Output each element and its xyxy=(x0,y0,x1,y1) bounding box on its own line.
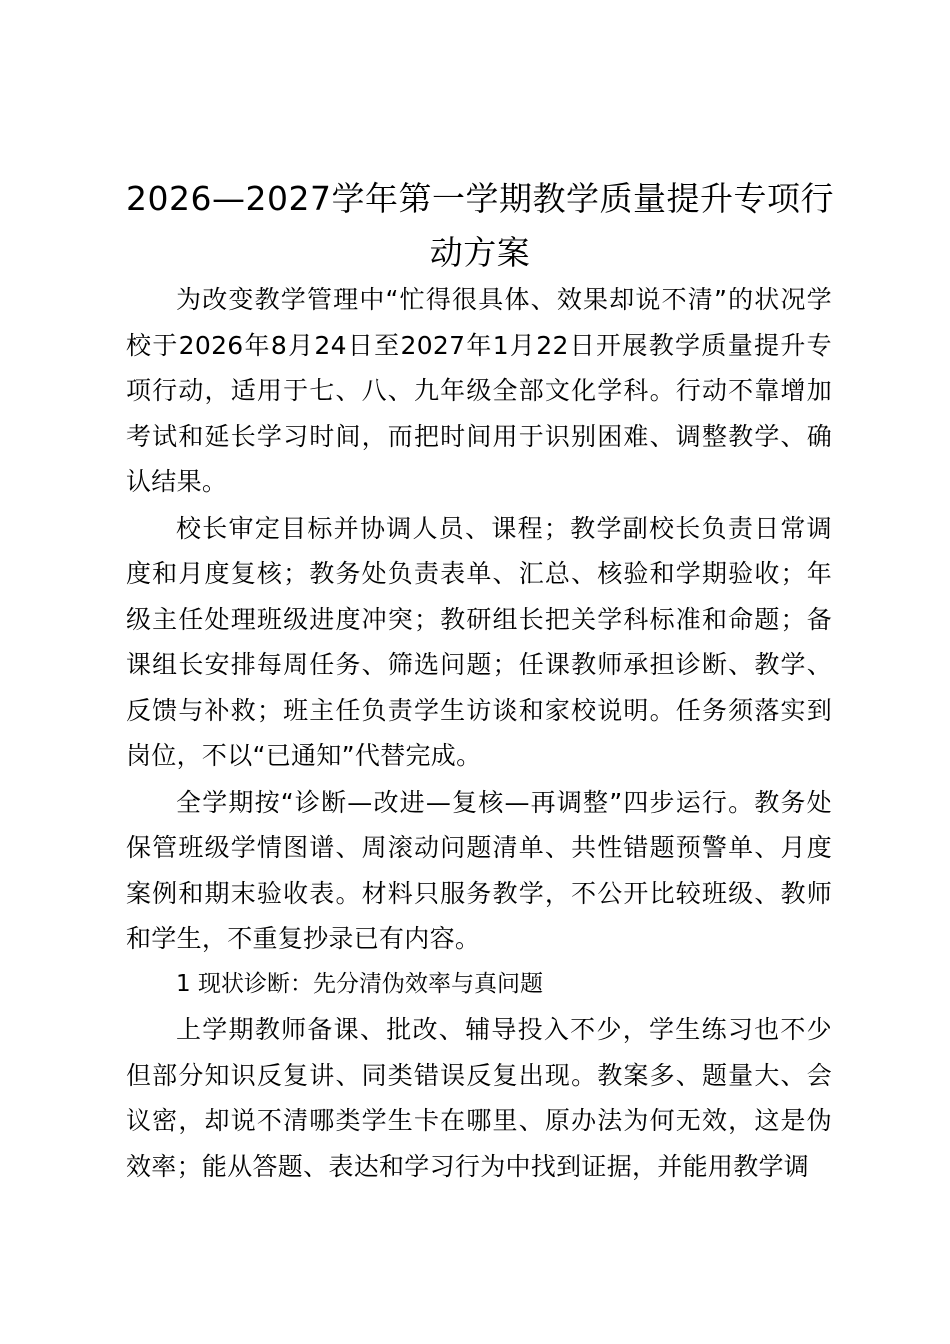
document-body xyxy=(126,277,832,1189)
paragraph-intro: 为改变教学管理中“忙得很具体、效果却说不清”的状况学校于2026年8月24日至2027年1月22日开展教学质量提升专项行动，适用于七、八、九年级全部文化学科。行动不靠增加考试和延长学习时间，而把时间用于识别困难、调整教学、确认结果。 xyxy=(126,285,832,496)
document-title: 2026—2027学年第一学期教学质量提升专项行动方案 xyxy=(126,179,834,272)
paragraph-responsibilities: 校长审定目标并协调人员、课程；教学副校长负责日常调度和月度复核；教务处负责表单、汇总、核验和学期验收；年级主任处理班级进度冲突；教研组长把关学科标准和命题；备课组长安排每周任务、筛选问题；任课教师承担诊断、教学、反馈与补救；班主任负责学生访谈和家校说明。任务须落实到岗位，不以“已通知”代替完成。 xyxy=(126,513,832,770)
paragraph-diagnosis: 上学期教师备课、批改、辅导投入不少，学生练习也不少但部分知识反复讲、同类错误反复出现。教案多、题量大、会议密，却说不清哪类学生卡在哪里、原办法为何无效，这是伪效率；能从答题、表达和学习行为中找到证据，并能用教学调 xyxy=(126,1015,832,1181)
paragraph-process: 全学期按“诊断—改进—复核—再调整”四步运行。教务处保管班级学情图谱、周滚动问题清单、共性错题预警单、月度案例和期末验收表。材料只服务教学，不公开比较班级、教师和学生，不重复抄录已有内容。 xyxy=(126,787,832,953)
section-heading: 1 现状诊断：先分清伪效率与真问题 xyxy=(176,970,543,997)
